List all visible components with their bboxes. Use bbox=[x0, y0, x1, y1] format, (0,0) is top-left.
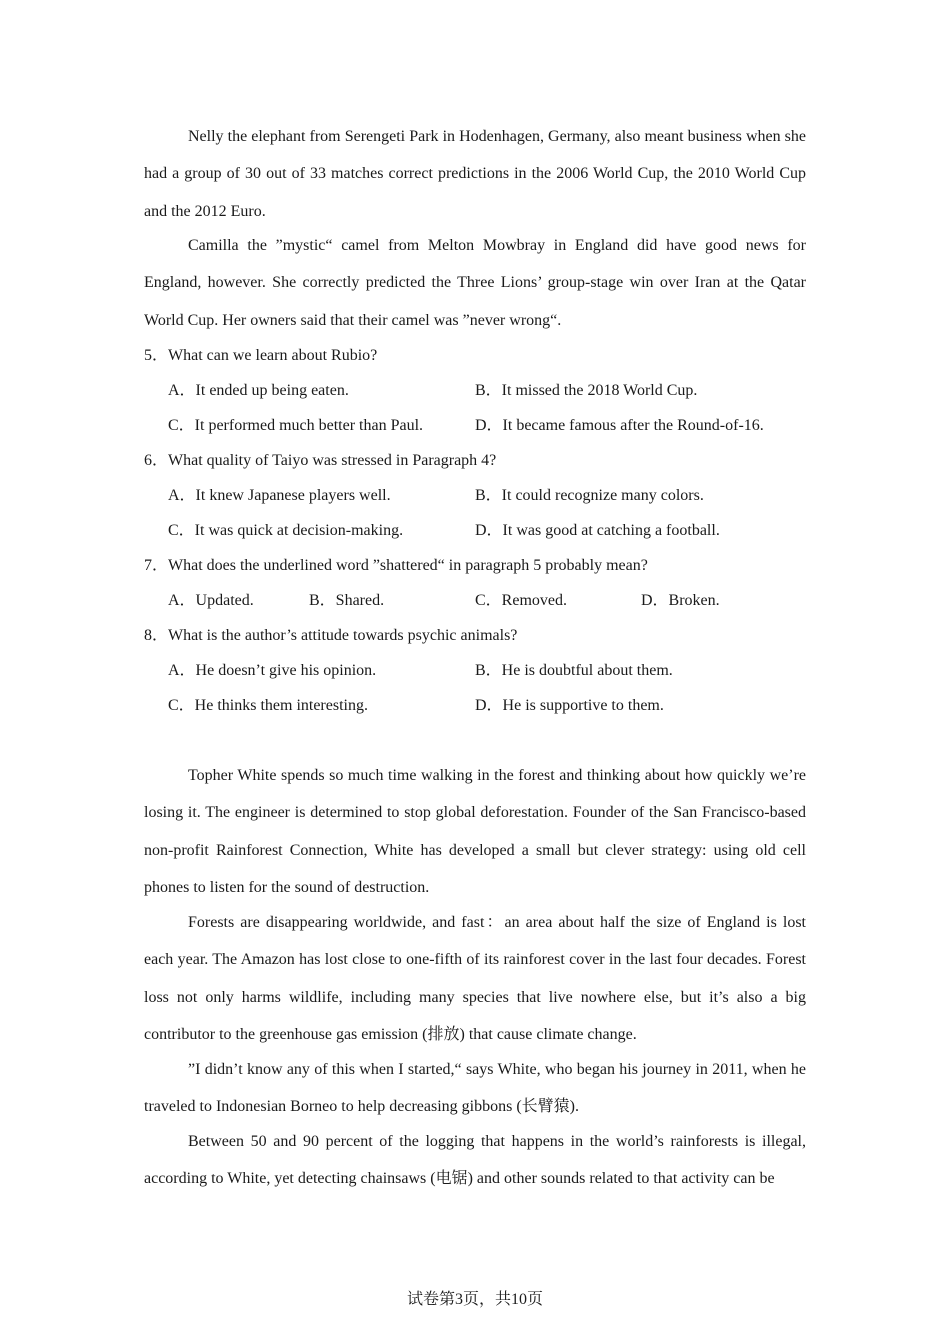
question-7-stem: 7．What does the underlined word ”shattered“ in paragraph 5 probably mean? bbox=[144, 557, 648, 574]
question-6-option-c: C．It was quick at decision-making. bbox=[168, 522, 404, 539]
passage-2-paragraph-3: ”I didn’t know any of this when I started,“ says White, who began his journey in 2011, when he traveled to Indonesian Borneo to help decreasing gibbons (长臂猿). bbox=[144, 1061, 806, 1116]
passage-1-paragraph-1: Nelly the elephant from Serengeti Park in Hodenhagen, Germany, also meant business when she had a group of 30 out of 33 matches correct predictions in the 2006 World Cup, the 2010 World Cup and the 2012 Euro. bbox=[144, 128, 806, 220]
question-8-option-d: D．He is supportive to them. bbox=[475, 697, 664, 714]
question-7-option-a: A．Updated. bbox=[168, 592, 254, 609]
passage-2-paragraph-1: Topher White spends so much time walking in the forest and thinking about how quickly we’re losing it. The engineer is determined to stop global deforestation. Founder of the San Francisco-based non-profit Rainforest Connection, White has developed a small but clever strategy: using old cell phones to listen for the sound of destruction. bbox=[144, 767, 806, 897]
question-5-option-c: C．It performed much better than Paul. bbox=[168, 417, 424, 434]
question-7-option-b: B．Shared. bbox=[309, 592, 385, 609]
question-8-option-a: A．He doesn’t give his opinion. bbox=[168, 662, 377, 679]
question-7-option-d: D．Broken. bbox=[641, 592, 720, 609]
passage-2-paragraph-2: Forests are disappearing worldwide, and fast：an area about half the size of England is lost each year. The Amazon has lost close to one-fifth of its rainforest cover in the last four decades. Forest loss not only harms wildlife, including many species that live nowhere else, but it’s also a big contributor to the greenhouse gas emission (排放) that cause climate change. bbox=[144, 914, 806, 1044]
question-6-option-d: D．It was good at catching a football. bbox=[475, 522, 720, 539]
question-5-option-a: A．It ended up being eaten. bbox=[168, 382, 349, 399]
question-8-stem: 8．What is the author’s attitude towards psychic animals? bbox=[144, 627, 518, 644]
question-8-option-b: B．He is doubtful about them. bbox=[475, 662, 673, 679]
question-7-option-c: C．Removed. bbox=[475, 592, 567, 609]
question-5-stem: 5．What can we learn about Rubio? bbox=[144, 347, 378, 364]
question-6-stem: 6．What quality of Taiyo was stressed in Paragraph 4? bbox=[144, 452, 497, 469]
question-5-option-d: D．It became famous after the Round-of-16. bbox=[475, 417, 764, 434]
page-footer: 试卷第3页，共10页 bbox=[406, 1291, 543, 1308]
question-5-option-b: B．It missed the 2018 World Cup. bbox=[475, 382, 698, 399]
question-6-option-a: A．It knew Japanese players well. bbox=[168, 487, 391, 504]
passage-1-paragraph-2: Camilla the ”mystic“ camel from Melton Mowbray in England did have good news for England, however. She correctly predicted the Three Lions’ group-stage win over Iran at the Qatar World Cup. Her owners said that their camel was ”never wrong“. bbox=[144, 237, 806, 329]
question-8-option-c: C．He thinks them interesting. bbox=[168, 697, 368, 714]
question-6-option-b: B．It could recognize many colors. bbox=[475, 487, 704, 504]
passage-2-paragraph-4: Between 50 and 90 percent of the logging that happens in the world’s rainforests is illegal, according to White, yet detecting chainsaws (电锯) and other sounds related to that activity can be bbox=[144, 1133, 806, 1188]
